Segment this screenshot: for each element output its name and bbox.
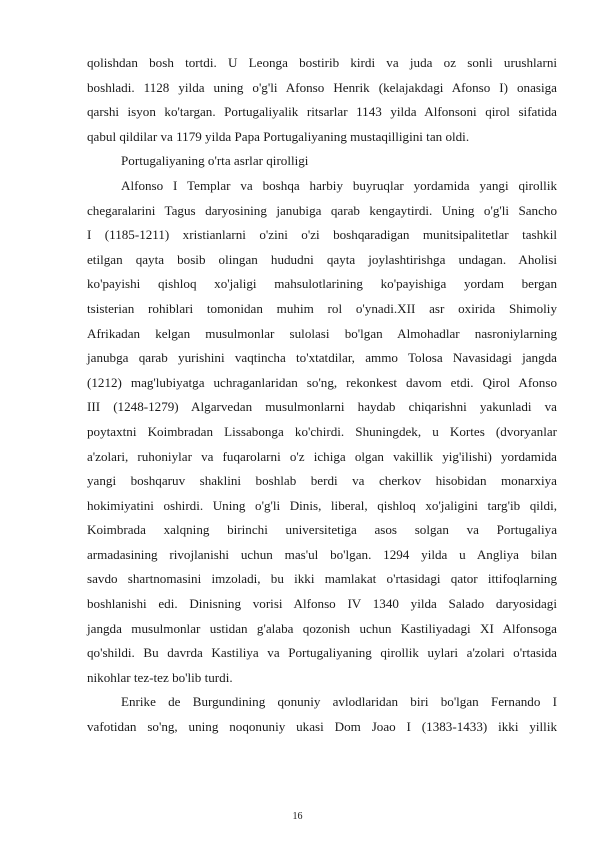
text-line: etilgan qayta bosib olingan hududni qayta joylashtirishga undagan. Aholisi xyxy=(87,251,557,267)
text-line: chegaralarini Tagus daryosining janubiga qarab kengaytirdi. Uning o'g'li Sancho xyxy=(87,202,557,218)
text-line: savdo shartnomasini imzoladi, bu ikki mamlakat o'rtasidagi qator ittifoqlarning xyxy=(87,571,557,587)
text-line: Koimbrada xalqning birinchi universitetiga asos solgan va Portugaliya xyxy=(87,522,557,538)
text-line: Afrikadan kelgan musulmonlar sulolasi bo'lgan Almohadlar nasroniylarning xyxy=(87,325,557,341)
text-line: boshladi. 1128 yilda uning o'g'li Afonso Henrik (kelajakdagi Afonso I) onasiga xyxy=(87,79,557,95)
text-line: a'zolari, ruhoniylar va fuqarolarni o'z ichiga olgan vakillik yig'ilishi) yordamida xyxy=(87,448,557,464)
text-line: nikohlar tez-tez bo'lib turdi. xyxy=(87,669,233,685)
text-line: hokimiyatini oshirdi. Uning o'g'li Dinis, liberal, qishloq xo'jaligini targ'ib qildi, xyxy=(87,497,557,513)
text-line: I (1185-1211) xristianlarni o'zini o'zi boshqaradigan munitsipalitetlar tashkil xyxy=(87,227,557,243)
text-line: Alfonso I Templar va boshqa harbiy buyruqlar yordamida yangi qirollik xyxy=(121,177,557,193)
page-number: 16 xyxy=(292,811,303,822)
text-line: qarshi isyon ko'targan. Portugaliyalik ritsarlar 1143 yilda Alfonsoni qirol sifatida xyxy=(87,104,557,120)
text-line: qolishdan bosh tortdi. U Leonga bostirib kirdi va juda oz sonli urushlarni xyxy=(87,55,557,70)
section-heading: Portugaliyaning o'rta asrlar qirolligi xyxy=(121,153,309,169)
document-body xyxy=(87,51,557,740)
text-line: qo'shildi. Bu davrda Kastiliya va Portugaliyaning qirollik uylari a'zolari o'rtasida xyxy=(87,645,557,661)
text-line: ko'payishi qishloq xo'jaligi mahsulotlarining ko'payishiga yordam bergan xyxy=(87,276,557,292)
text-line: janubga qarab yurishini vaqtincha to'xtatdilar, ammo Tolosa Navasidagi jangda xyxy=(87,350,557,366)
text-line: yangi boshqaruv shaklini boshlab berdi va cherkov hisobidan monarxiya xyxy=(87,473,557,489)
text-line: (1212) mag'lubiyatga uchraganlaridan so'ng, rekonkest davom etdi. Qirol Afonso xyxy=(87,374,557,390)
text-line: Enrike de Burgundining qonuniy avlodlaridan biri bo'lgan Fernando I xyxy=(121,694,557,710)
text-line: III (1248-1279) Algarvedan musulmonlarni haydab chiqarishni yakunladi va xyxy=(87,399,557,415)
text-line: jangda musulmonlar ustidan g'alaba qozonish uchun Kastiliyadagi XI Alfonsoga xyxy=(87,620,557,636)
text-line: boshlanishi edi. Dinisning vorisi Alfonso IV 1340 yilda Salado daryosidagi xyxy=(87,596,557,612)
text-line: qabul qildilar va 1179 yilda Papa Portugaliyaning mustaqilligini tan oldi. xyxy=(87,128,470,144)
text-line: tsisterian rohiblari tomonidan muhim rol o'ynadi.XII asr oxirida Shimoliy xyxy=(87,300,557,316)
text-line: vafotidan so'ng, uning noqonuniy ukasi Dom Joao I (1383-1433) ikki yillik xyxy=(87,719,557,735)
text-line: armadasining rivojlanishi uchun mas'ul bo'lgan. 1294 yilda u Angliya bilan xyxy=(87,546,557,562)
text-line: poytaxtni Koimbradan Lissabonga ko'chirdi. Shuningdek, u Kortes (dvoryanlar xyxy=(87,423,557,439)
